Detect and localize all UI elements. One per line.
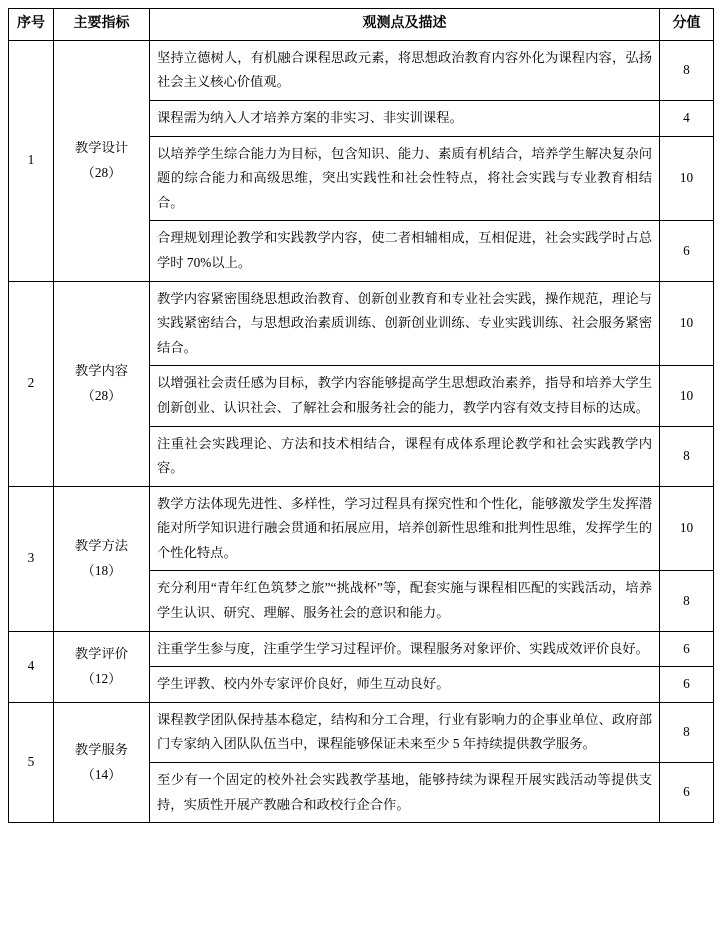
evaluation-rubric-table [8, 8, 714, 823]
table-row [9, 486, 714, 571]
observation-description: 注重学生参与度，注重学生学习过程评价。课程服务对象评价、实践成效评价良好。 [150, 631, 660, 667]
observation-score: 6 [660, 763, 714, 823]
dimension-cell [54, 486, 150, 631]
observation-description: 以培养学生综合能力为目标，包含知识、能力、素质有机结合，培养学生解决复杂问题的综合能力和高级思维，突出实践性和社会性特点，将社会实践与专业教育相结合。 [150, 136, 660, 221]
observation-score: 10 [660, 281, 714, 366]
row-number: 3 [9, 486, 54, 631]
observation-description: 坚持立德树人，有机融合课程思政元素，将思想政治教育内容外化为课程内容，弘扬社会主义核心价值观。 [150, 40, 660, 100]
row-number: 2 [9, 281, 54, 486]
observation-score: 6 [660, 631, 714, 667]
observation-description: 教学方法体现先进性、多样性，学习过程具有探究性和个性化，能够激发学生发挥潜能对所学知识进行融会贯通和拓展应用，培养创新性思维和批判性思维，发挥学生的个性化特点。 [150, 486, 660, 571]
dimension-cell [54, 40, 150, 281]
row-number: 1 [9, 40, 54, 281]
observation-description: 教学内容紧密围绕思想政治教育、创新创业教育和专业社会实践，操作规范，理论与实践紧密结合，与思想政治素质训练、创新创业训练、专业实践训练、社会服务紧密结合。 [150, 281, 660, 366]
observation-score: 6 [660, 667, 714, 703]
observation-score: 8 [660, 40, 714, 100]
dimension-cell [54, 281, 150, 486]
dimension-weight: （28） [81, 387, 122, 403]
table-body [9, 40, 714, 822]
observation-score: 10 [660, 136, 714, 221]
observation-description: 课程需为纳入人才培养方案的非实习、非实训课程。 [150, 100, 660, 136]
observation-description: 学生评教、校内外专家评价良好，师生互动良好。 [150, 667, 660, 703]
observation-score: 6 [660, 221, 714, 281]
dimension-weight: （18） [81, 562, 122, 578]
table-header [9, 9, 714, 41]
table-row [9, 702, 714, 762]
dimension-cell [54, 702, 150, 822]
observation-description: 合理规划理论教学和实践教学内容，使二者相辅相成，互相促进，社会实践学时占总学时 70%以上。 [150, 221, 660, 281]
dimension-weight: （28） [81, 164, 122, 180]
table-header-row [9, 9, 714, 41]
observation-score: 8 [660, 426, 714, 486]
observation-score: 4 [660, 100, 714, 136]
dimension-weight: （12） [81, 670, 122, 686]
dimension-name: 教学服务 [74, 741, 129, 757]
observation-score: 8 [660, 702, 714, 762]
observation-description: 课程教学团队保持基本稳定，结构和分工合理，行业有影响力的企事业单位、政府部门专家纳入团队队伍当中，课程能够保证未来至少 5 年持续提供教学服务。 [150, 702, 660, 762]
table-row [9, 40, 714, 100]
table-row [9, 281, 714, 366]
column-header-dimension: 主要指标 [54, 9, 150, 41]
row-number: 5 [9, 702, 54, 822]
dimension-name: 教学设计 [74, 140, 129, 156]
observation-description: 注重社会实践理论、方法和技术相结合，课程有成体系理论教学和社会实践教学内容。 [150, 426, 660, 486]
dimension-cell [54, 631, 150, 702]
column-header-no: 序号 [9, 9, 54, 41]
dimension-name: 教学方法 [74, 538, 129, 554]
row-number: 4 [9, 631, 54, 702]
observation-description: 至少有一个固定的校外社会实践教学基地，能够持续为课程开展实践活动等提供支持，实质性开展产教融合和政校行企合作。 [150, 763, 660, 823]
dimension-name: 教学内容 [74, 363, 129, 379]
dimension-name: 教学评价 [74, 646, 129, 662]
observation-description: 以增强社会责任感为目标，教学内容能够提高学生思想政治素养，指导和培养大学生创新创业、认识社会、了解社会和服务社会的能力，教学内容有效支持目标的达成。 [150, 366, 660, 426]
observation-score: 10 [660, 366, 714, 426]
column-header-score: 分值 [660, 9, 714, 41]
observation-score: 8 [660, 571, 714, 631]
column-header-description: 观测点及描述 [150, 9, 660, 41]
table-row [9, 631, 714, 667]
dimension-weight: （14） [81, 766, 122, 782]
observation-score: 10 [660, 486, 714, 571]
observation-description: 充分利用“青年红色筑梦之旅”“挑战杯”等，配套实施与课程相匹配的实践活动，培养学生认识、研究、理解、服务社会的意识和能力。 [150, 571, 660, 631]
